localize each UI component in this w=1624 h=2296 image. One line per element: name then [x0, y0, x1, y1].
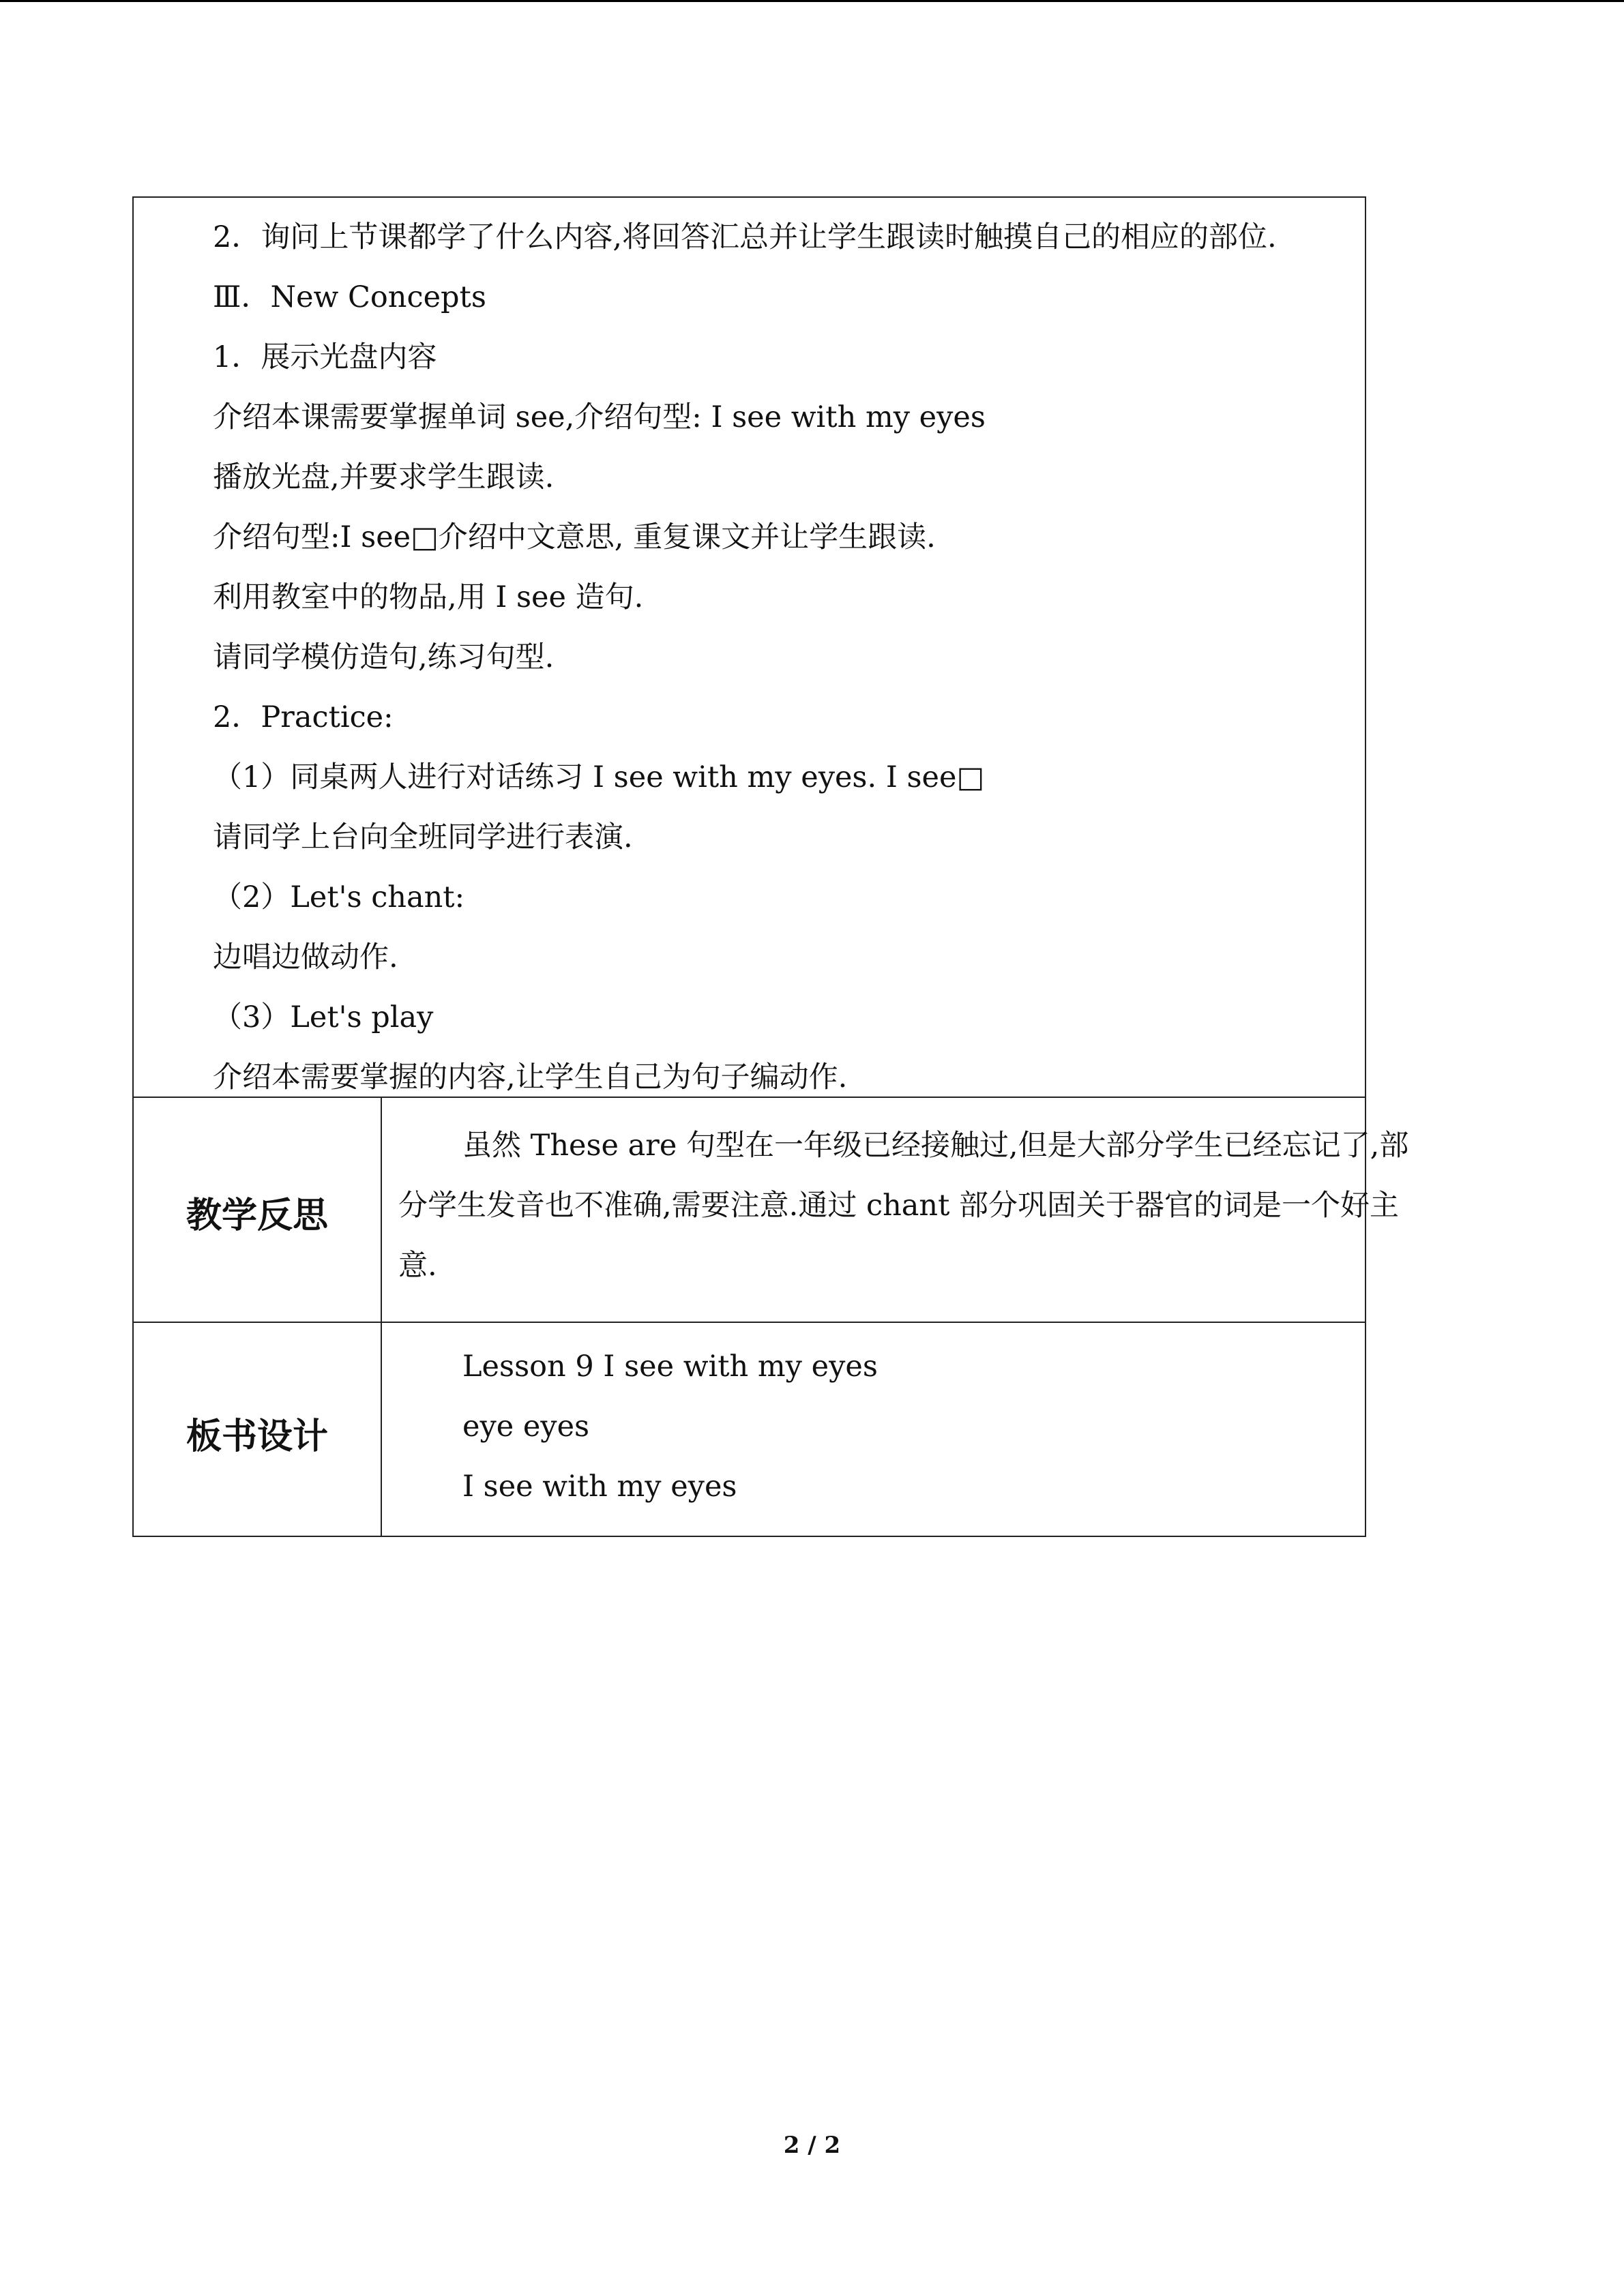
step-line: （2）Let's chant:	[213, 880, 465, 914]
reflection-line: 意.	[398, 1249, 437, 1283]
board-line: Lesson 9 I see with my eyes	[462, 1350, 878, 1384]
step-line: 介绍句型:I see□介绍中文意思, 重复课文并让学生跟读.	[213, 520, 936, 554]
reflection-line: 虽然 These are 句型在一年级已经接触过,但是大部分学生已经忘记了,部	[462, 1129, 1409, 1163]
step-line: 边唱边做动作.	[213, 940, 398, 974]
row-divider-2	[132, 1322, 1366, 1323]
step-line: 播放光盘,并要求学生跟读.	[213, 460, 555, 494]
page-number: 2 / 2	[783, 2132, 841, 2159]
step-line: 请同学上台向全班同学进行表演.	[213, 820, 633, 854]
step-line: （3）Let's play	[213, 1000, 434, 1034]
step-line: 请同学模仿造句,练习句型.	[213, 640, 555, 674]
board-design-label: 板书设计	[186, 1416, 328, 1457]
step-line: 2．Practice:	[213, 700, 394, 734]
step-line: 利用教室中的物品,用 I see 造句.	[213, 580, 644, 614]
step-line: 介绍本需要掌握的内容,让学生自己为句子编动作.	[213, 1060, 848, 1094]
step-line: 介绍本课需要掌握单词 see,介绍句型: I see with my eyes	[213, 400, 986, 434]
step-line: Ⅲ．New Concepts	[213, 280, 486, 314]
reflection-label: 教学反思	[186, 1195, 328, 1236]
page-top-border	[0, 0, 1624, 2]
board-line: eye eyes	[462, 1410, 590, 1444]
reflection-line: 分学生发音也不准确,需要注意.通过 chant 部分巩固关于器官的词是一个好主	[398, 1189, 1400, 1223]
step-line: 1．展示光盘内容	[213, 340, 437, 374]
column-divider	[381, 1097, 382, 1537]
step-line: （1）同桌两人进行对话练习 I see with my eyes. I see□	[213, 760, 985, 794]
step-line: 2．询问上节课都学了什么内容,将回答汇总并让学生跟读时触摸自己的相应的部位.	[213, 220, 1277, 254]
board-line: I see with my eyes	[462, 1470, 737, 1504]
reflection-text	[398, 1116, 1488, 1296]
